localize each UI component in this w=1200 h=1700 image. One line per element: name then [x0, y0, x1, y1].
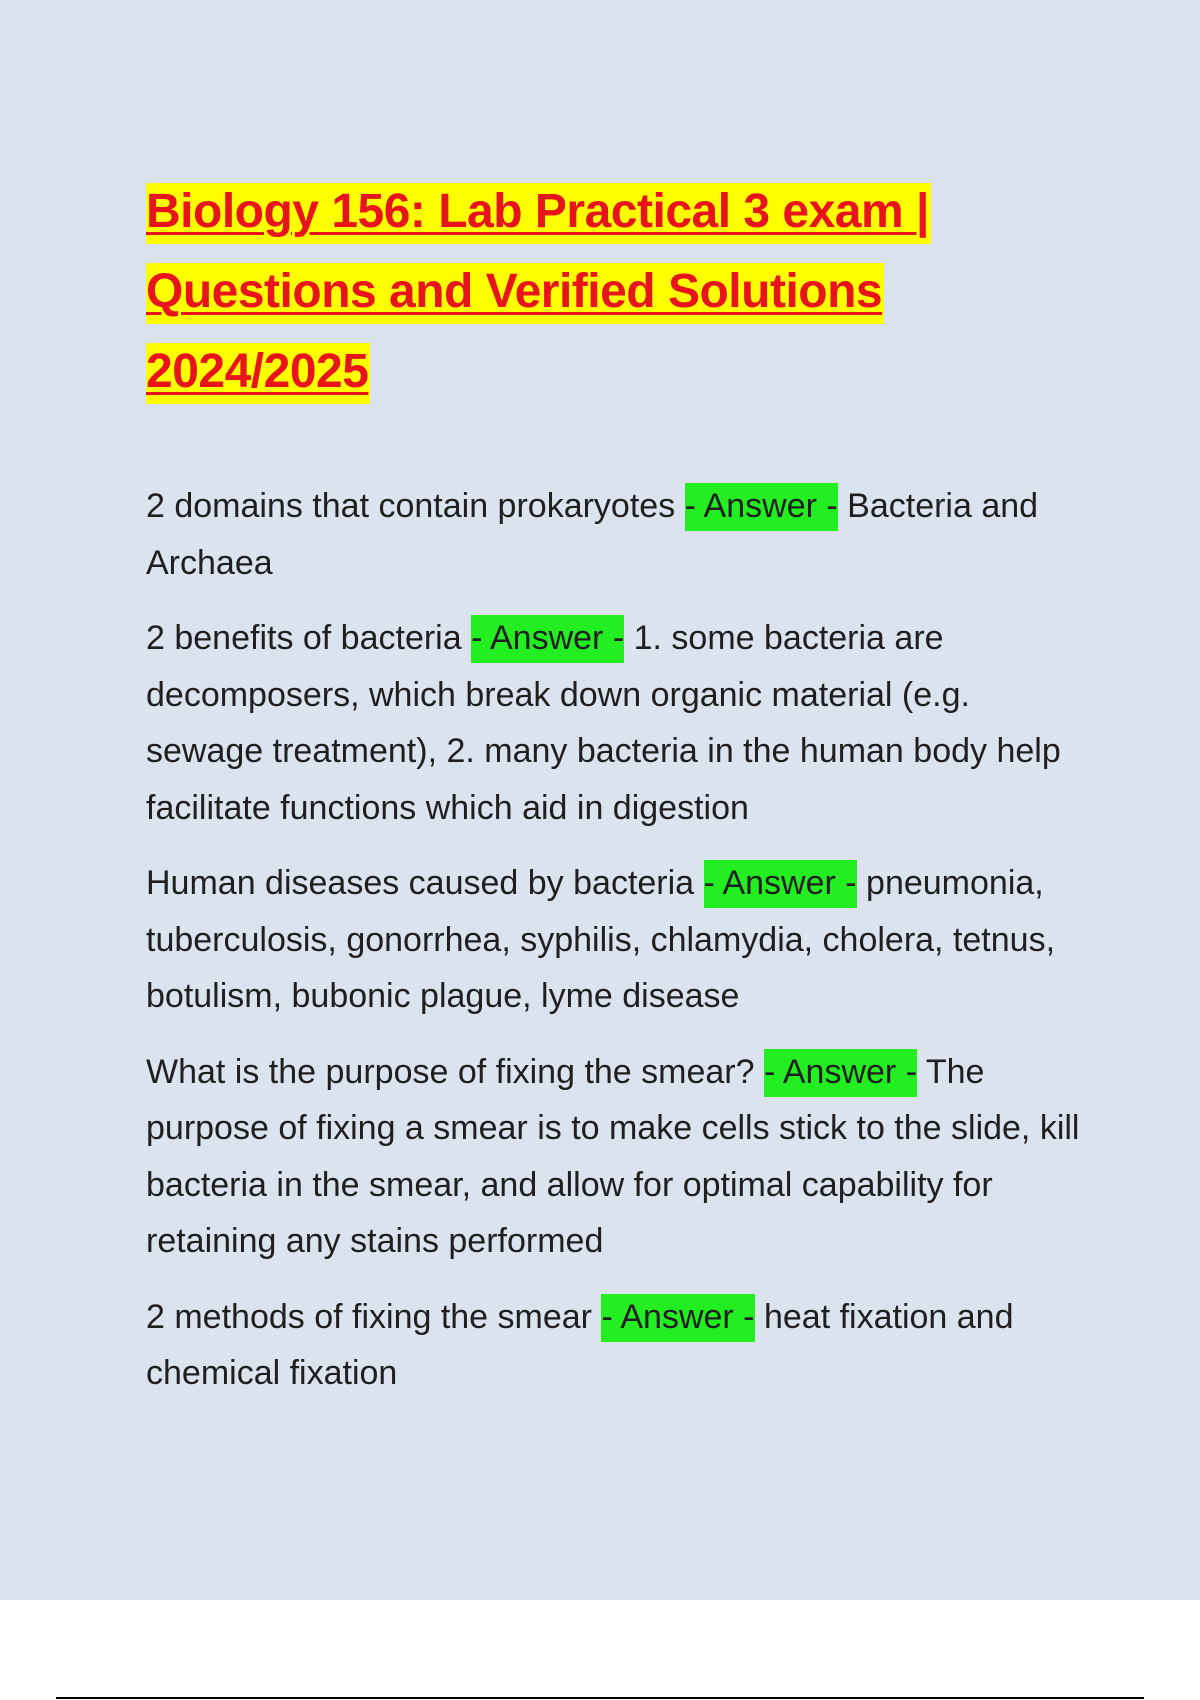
answer-text: The purpose of fixing a smear is to make cells stick to the slide, kill bacteria in the smear, and allow for optimal capability for retaining any stains performed — [146, 1052, 1080, 1260]
answer-marker: - Answer - — [704, 860, 857, 908]
answer-marker: - Answer - — [601, 1294, 754, 1342]
qa-item — [146, 855, 1086, 1025]
answer-marker: - Answer - — [471, 615, 624, 663]
question-text: What is the purpose of fixing the smear? — [146, 1052, 755, 1091]
title-line: 2024/2025 — [146, 343, 370, 404]
title-line: Questions and Verified Solutions — [146, 263, 884, 324]
answer-text: heat fixation and chemical fixation — [146, 1297, 1014, 1392]
answer-marker: - Answer - — [764, 1049, 917, 1097]
qa-item — [146, 1044, 1086, 1270]
document-title — [146, 172, 1046, 412]
question-text: 2 domains that contain prokaryotes — [146, 487, 676, 525]
title-line: Biology 156: Lab Practical 3 exam | — [146, 183, 931, 244]
answer-text: pneumonia, tuberculosis, gonorrhea, syphilis, chlamydia, cholera, tetnus, botulism, bubonic plague, lyme disease — [146, 864, 1056, 1015]
qa-list — [146, 478, 1086, 1421]
answer-text: Bacteria and Archaea — [146, 487, 1039, 582]
question-text: 2 methods of fixing the smear — [146, 1297, 593, 1336]
qa-item — [146, 478, 1086, 591]
question-text: 2 benefits of bacteria — [146, 619, 462, 657]
question-text: Human diseases caused by bacteria — [146, 864, 695, 902]
answer-marker: - Answer - — [685, 483, 838, 531]
qa-item — [146, 610, 1086, 836]
answer-text: 1. some bacteria are decomposers, which break down organic material (e.g. sewage treatment), 2. many bacteria in the human body help facilitate functions which aid in digestion — [146, 619, 1061, 827]
qa-item — [146, 1289, 1086, 1402]
footer-divider — [56, 1697, 1144, 1699]
